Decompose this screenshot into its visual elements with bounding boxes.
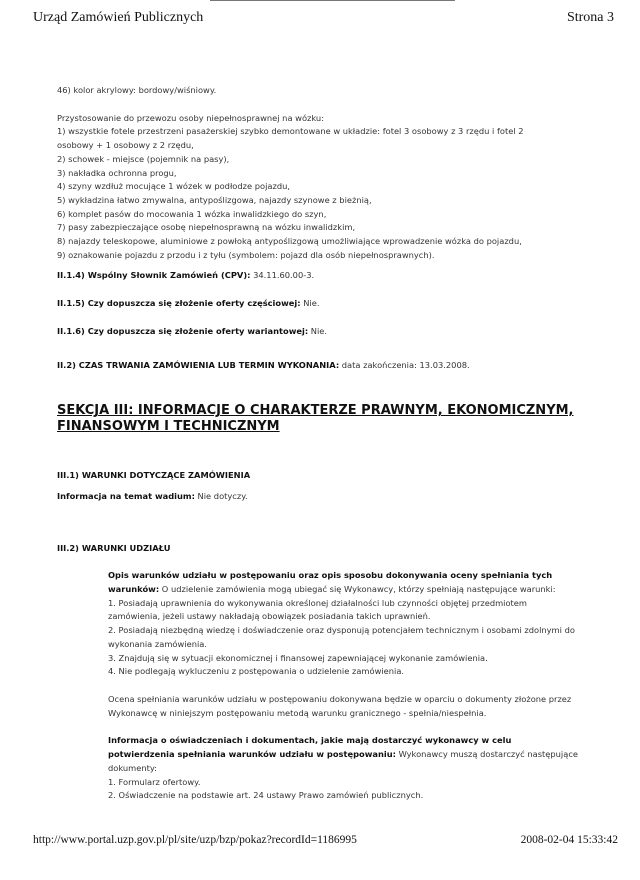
condition-item: 2. Posiadają niezbędną wiedzę i doświadczenie oraz dysponują potencjałem technicznym i osobami zdolnymi do wykonania zamówienia. bbox=[108, 625, 575, 649]
documents-intro bbox=[108, 734, 578, 775]
conditions-label: Opis warunków udziału w postępowaniu oraz opis sposobu dokonywania oceny spełniania tych warunków: bbox=[108, 570, 553, 595]
footer-url: http://www.portal.uzp.gov.pl/pl/site/uzp/bzp/pokaz?recordId=1186995 bbox=[33, 834, 357, 846]
cpv-line bbox=[57, 269, 577, 283]
document-item: 2. Oświadczenie na podstawie art. 24 ustawy Prawo zamówień publicznych. bbox=[108, 790, 424, 801]
variant-offer-line bbox=[57, 325, 577, 339]
documents-label: Informacja o oświadczeniach i dokumentach, jakie mają dostarczyć wykonawcy w celu potwierdzenia spełniania warunków udziału w postępowaniu: bbox=[108, 735, 512, 760]
document-body bbox=[57, 84, 577, 803]
wadium-line bbox=[57, 490, 527, 504]
variant-offer-label: II.1.6) Czy dopuszcza się złożenie oferty wariantowej: bbox=[57, 325, 309, 336]
adaptation-item: 6) komplet pasów do mocowania 1 wózka inwalidzkiego do szyn, bbox=[57, 208, 327, 219]
duration-line bbox=[57, 359, 577, 373]
wadium-label: Informacja na temat wadium: bbox=[57, 490, 195, 501]
partial-offer-value: Nie. bbox=[300, 298, 320, 309]
page-number: Strona 3 bbox=[566, 10, 614, 25]
partial-offer-label: II.1.5) Czy dopuszcza się złożenie oferty częściowej: bbox=[57, 298, 301, 309]
duration-value: data zakończenia: 13.03.2008. bbox=[339, 359, 470, 370]
adaptation-item: 4) szyny wzdłuż mocujące 1 wózek w podłodze pojazdu, bbox=[57, 181, 290, 192]
variant-offer-value: Nie. bbox=[308, 325, 328, 336]
adaptation-item: 9) oznakowanie pojazdu z przodu i z tyłu (symbolem: pojazd dla osób niepełnosprawnych). bbox=[57, 249, 435, 260]
color-line: 46) kolor akrylowy: bordowy/wiśniowy. bbox=[57, 85, 217, 95]
duration-label: II.2) CZAS TRWANIA ZAMÓWIENIA LUB TERMIN WYKONANIA: bbox=[57, 359, 340, 370]
adaptation-item: 8) najazdy teleskopowe, aluminiowe z powłoką antypoślizgową umożliwiające wprowadzenie wózka do pojazdu, bbox=[57, 236, 522, 247]
conditions-intro bbox=[108, 569, 578, 596]
conditions-value: O udzielenie zamówienia mogą ubiegać się Wykonawcy, którzy spełniają następujące warunki: bbox=[159, 584, 556, 595]
section-iii-1-heading: III.1) WARUNKI DOTYCZĄCE ZAMÓWIENIA bbox=[57, 470, 251, 481]
adaptation-title: Przystosowanie do przewozu osoby niepełnosprawnej na wózku: bbox=[57, 112, 324, 123]
adaptation-item: 7) pasy zabezpieczające osobę niepełnosprawną na wózku inwalidzkim, bbox=[57, 222, 356, 233]
condition-item: 1. Posiadają uprawnienia do wykonywania określonej działalności lub czynności objętej przedmiotem zamówienia, jeżeli ustawy nakładają obowiązek posiadania takich uprawnień. bbox=[108, 597, 527, 622]
condition-item: 3. Znajdują się w sytuacji ekonomicznej i finansowej zapewniającej wykonanie zamówienia. bbox=[108, 652, 488, 663]
cpv-value: 34.11.60.00-3. bbox=[250, 270, 315, 281]
adaptation-item: 3) nakładka ochronna progu, bbox=[57, 167, 177, 178]
scan-edge-line bbox=[210, 0, 455, 1]
adaptation-item: 1) wszystkie fotele przestrzeni pasażerskiej szybko demontowane w układzie: fotel 3 osobowy z 3 rzędu i fotel 2 bbox=[57, 126, 524, 137]
documents-value: Wykonawcy muszą dostarczyć następujące dokumenty: bbox=[108, 749, 578, 773]
adaptation-item: 5) wykładzina łatwo zmywalna, antypoślizgowa, najazdy szynowe z bieżnią, bbox=[57, 194, 372, 205]
assessment-paragraph: Ocena spełniania warunków udziału w postępowaniu dokonywana będzie w oparciu o dokumenty złożone przez Wykonawcę w niniejszym postępowaniu metodą warunku granicznego - spełnia/niespełnia. bbox=[108, 693, 572, 718]
page-header-title: Urząd Zamówień Publicznych bbox=[33, 10, 204, 25]
adaptation-item: 2) schowek - miejsce (pojemnik na pasy), bbox=[57, 153, 230, 164]
footer-timestamp: 2008-02-04 15:33:42 bbox=[520, 834, 618, 846]
partial-offer-line bbox=[57, 297, 577, 311]
section-iii-title-line-1: SEKCJA III: INFORMACJE O CHARAKTERZE PRAWNYM, EKONOMICZNYM, bbox=[57, 403, 574, 419]
document-item: 1. Formularz ofertowy. bbox=[108, 776, 201, 787]
condition-item: 4. Nie podlegają wykluczeniu z postępowania o udzielenie zamówienia. bbox=[108, 666, 405, 677]
conditions-block bbox=[108, 569, 578, 803]
section-iii-2-heading: III.2) WARUNKI UDZIAŁU bbox=[57, 542, 171, 553]
adaptation-item: osobowy + 1 osobowy z 2 rzędu, bbox=[57, 140, 194, 151]
wadium-value: Nie dotyczy. bbox=[194, 490, 248, 501]
section-iii-title-line-2: FINANSOWYM I TECHNICZNYM bbox=[57, 419, 280, 435]
cpv-label: II.1.4) Wspólny Słownik Zamówień (CPV): bbox=[57, 270, 251, 281]
